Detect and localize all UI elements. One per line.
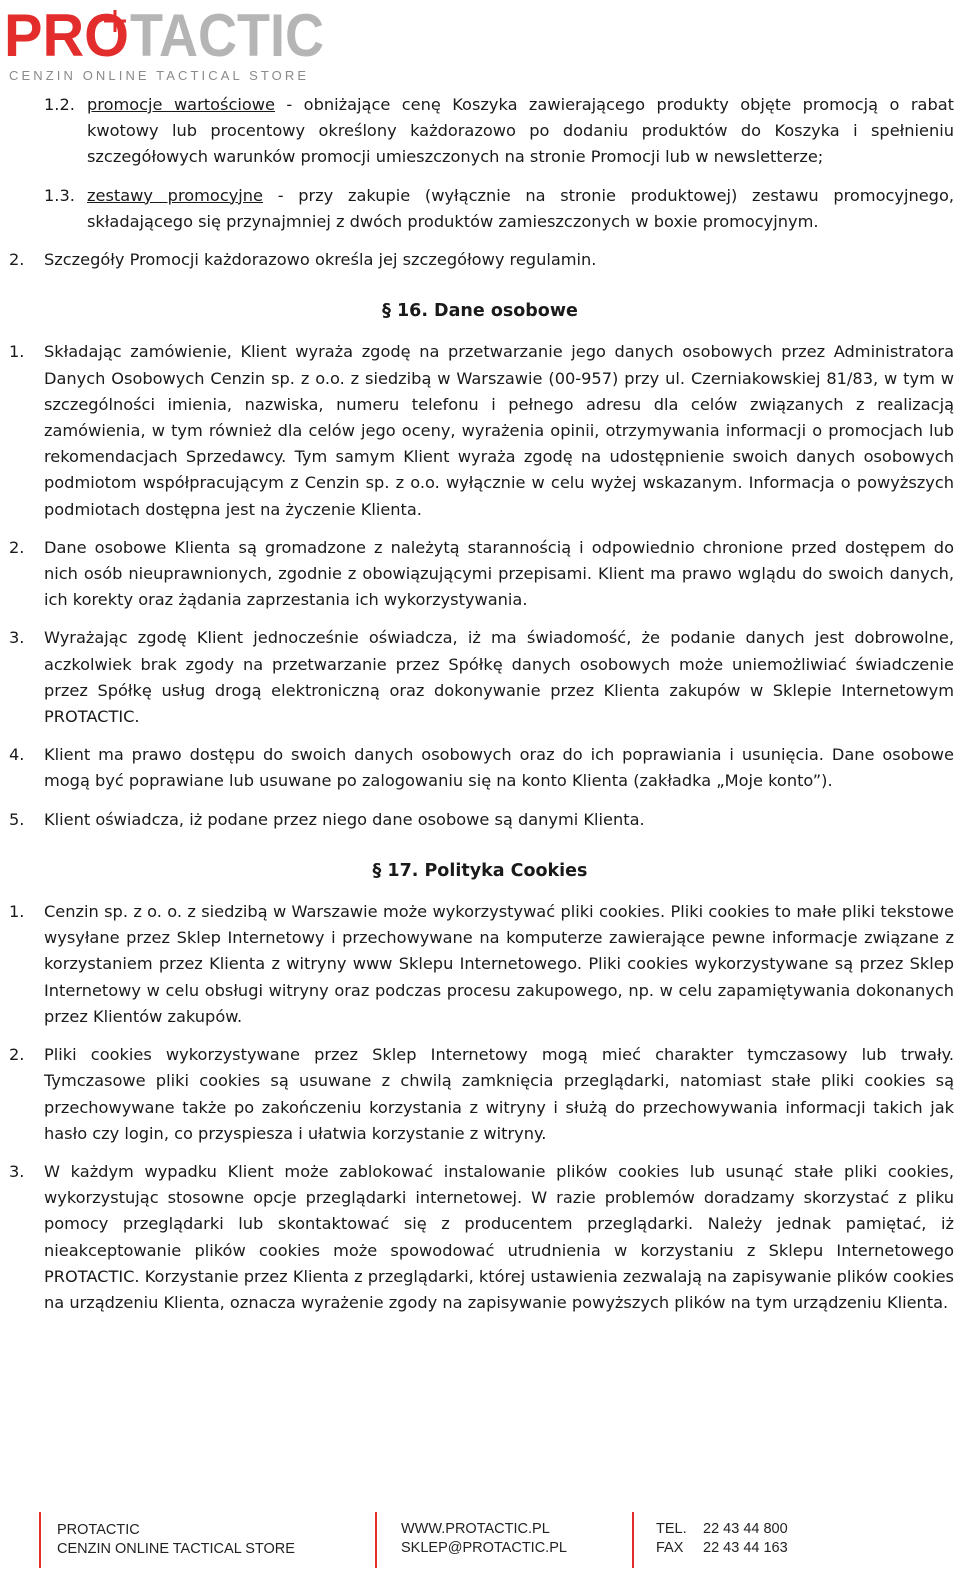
list-item-1-2 — [0, 92, 960, 171]
logo-wordmark — [4, 8, 334, 64]
footer-divider — [632, 1512, 634, 1568]
svg-text:PRO: PRO — [4, 8, 129, 64]
term-zestawy-promocyjne: zestawy promocyjne — [87, 185, 264, 205]
item-number: 1.3. — [44, 185, 75, 205]
item-number: 1. — [9, 342, 25, 362]
footer-company-name: PROTACTIC — [57, 1522, 140, 1538]
list-item — [0, 807, 960, 833]
list-item — [0, 339, 960, 522]
fax-label: FAX — [656, 1540, 684, 1556]
item-number: 4. — [9, 745, 25, 765]
page-footer — [0, 1508, 960, 1568]
list-item — [0, 625, 960, 730]
item-text: Klient oświadcza, iż podane przez niego dane osobowe są danymi Klienta. — [44, 809, 645, 829]
item-text: Składając zamówienie, Klient wyraża zgodę na przetwarzanie jego danych osobowych przez Administratora Danych Osobowych Cenzin sp. z o.o. z siedzibą w Warszawie (00-957) przy ul. Czerniakowskiej 81/83, w tym w szczególności imienia, nazwiska, numeru telefonu i pełnego adresu dla celów związanych z realizacją zamówienia, w tym również dla celów jego oceny, wyrażenia opinii, otrzymywania informacji o promocjach lub rekomendacjach Sprzedawcy. Tym samym Klient wyraża zgodę na udostępnienie swoich danych osobowych podmiotom współpracującym z Cenzin sp. z o.o. wyłącznie w celu wyżej wskazanym. Informacja o powyższych podmiotach dostępna jest na życzenie Klienta. — [44, 342, 954, 519]
regulations-content — [0, 92, 960, 1316]
section-17-list — [0, 899, 960, 1316]
item-number: 2. — [9, 537, 25, 557]
item-text: - przy zakupie (wyłącznie na stronie produktowej) zestawu promocyjnego, składającego się przynajmniej z dwóch produktów zamieszczonych w boxie promocyjnym. — [87, 185, 954, 231]
logo-tagline: CENZIN ONLINE TACTICAL STORE — [9, 68, 310, 83]
footer-company — [57, 1521, 295, 1559]
item-text: Dane osobowe Klienta są gromadzone z należytą starannością i odpowiednio chronione przed dostępem do nich osób nieuprawnionych, zgodnie z obowiązującymi przepisami. Klient ma prawo wglądu do swoich danych, ich korekty oraz żądania zaprzestania ich wykorzystywania. — [44, 537, 954, 610]
tel-label: TEL. — [656, 1521, 687, 1537]
list-item — [0, 1042, 960, 1147]
section-16-heading: § 16. Dane osobowe — [382, 301, 578, 322]
list-item — [0, 535, 960, 614]
term-promocje-wartosciowe: promocje wartościowe — [87, 95, 275, 114]
item-number: 5. — [9, 809, 25, 829]
list-item — [0, 899, 960, 1030]
item-text: Cenzin sp. z o. o. z siedzibą w Warszawie może wykorzystywać pliki cookies. Pliki cookies to małe pliki tekstowe wysyłane przez Sklep Internetowy i przechowywane na komputerze zawierające pewne informacje związane z korzystaniem przez Klienta z witryny www Sklepu Internetowego. Pliki cookies wykorzystywane są przez Sklep Internetowy w celu obsługi witryny oraz podczas procesu zakupowego, np. w celu zapamiętywania dokonanych przez Klientów zakupów. — [44, 902, 954, 1026]
item-text: Wyrażając zgodę Klient jednocześnie oświadcza, iż ma świadomość, że podanie danych jest dobrowolne, aczkolwiek brak zgody na przetwarzanie przez Spółkę danych osobowych może uniemożliwiać świadczenie przez Spółkę usług drogą elektroniczną oraz dokonywanie przez Klienta zakupów w Sklepie Internetowym PROTACTIC. — [44, 628, 954, 727]
item-number: 1.2. — [44, 95, 75, 114]
footer-contact-phone — [656, 1520, 788, 1558]
fax-value: 22 43 44 163 — [703, 1540, 788, 1556]
footer-divider — [375, 1512, 377, 1568]
item-text: - obniżające cenę Koszyka zawierającego produkty objęte promocją o rabat kwotowy lub procentowy określony każdorazowo po dodaniu produktów do Koszyka i spełnieniu szczegółowych warunków promocji umieszczonych na stronie Promocji lub w newsletterze; — [87, 95, 954, 167]
item-number: 3. — [9, 1161, 25, 1181]
footer-email-link[interactable]: SKLEP@PROTACTIC.PL — [401, 1540, 567, 1556]
item-number: 3. — [9, 628, 25, 648]
item-number: 2. — [9, 1045, 25, 1065]
tel-value: 22 43 44 800 — [703, 1521, 788, 1537]
item-number: 1. — [9, 902, 25, 922]
item-text: Pliki cookies wykorzystywane przez Sklep Internetowy mogą mieć charakter tymczasowy lub trwały. Tymczasowe pliki cookies są usuwane z chwilą zamknięcia przeglądarki, natomiast stałe pliki cookies są przechowywane także po zakończeniu korzystania z witryny i służą do przechowywania informacji takich jak hasło czy login, co przyspiesza i ułatwia korzystanie z witryny. — [44, 1045, 954, 1143]
list-item-2 — [0, 247, 960, 273]
footer-company-tagline: CENZIN ONLINE TACTICAL STORE — [57, 1541, 295, 1557]
footer-website-link[interactable]: WWW.PROTACTIC.PL — [401, 1521, 550, 1537]
item-number: 2. — [9, 250, 25, 270]
list-item — [0, 742, 960, 794]
footer-divider — [39, 1512, 41, 1568]
item-text: W każdym wypadku Klient może zablokować instalowanie plików cookies lub usunąć stałe pliki cookies, wykorzystując stosowne opcje przeglądarki internetowej. W razie problemów doradzamy skorzystać z pliku pomocy przeglądarki lub skontaktować się z producentem przeglądarki. Należy jednak pamiętać, iż nieakceptowanie plików cookies może spowodować utrudnienia w korzystaniu z Sklepu Internetowego PROTACTIC. Korzystanie przez Klienta z przeglądarki, której ustawienia zezwalają na zapisywanie plików cookies na urządzeniu Klienta, oznacza wyrażenie zgody na zapisywanie powyższych plików na tym urządzeniu Klienta. — [44, 1161, 954, 1312]
list-item-1-3 — [0, 183, 960, 235]
item-text: Klient ma prawo dostępu do swoich danych osobowych oraz do ich poprawiania i usunięcia. Dane osobowe mogą być poprawiane lub usuwane po zalogowaniu się na konto Klienta (zakładka „Moje konto”). — [44, 745, 954, 791]
list-item — [0, 1159, 960, 1316]
svg-text:TACTIC: TACTIC — [130, 8, 324, 64]
section-17-heading: § 17. Polityka Cookies — [372, 860, 588, 881]
protactic-logo — [4, 8, 334, 83]
section-16-list — [0, 339, 960, 832]
footer-contact-web — [401, 1520, 567, 1558]
item-text: Szczegóły Promocji każdorazowo określa jej szczegółowy regulamin. — [44, 250, 597, 270]
